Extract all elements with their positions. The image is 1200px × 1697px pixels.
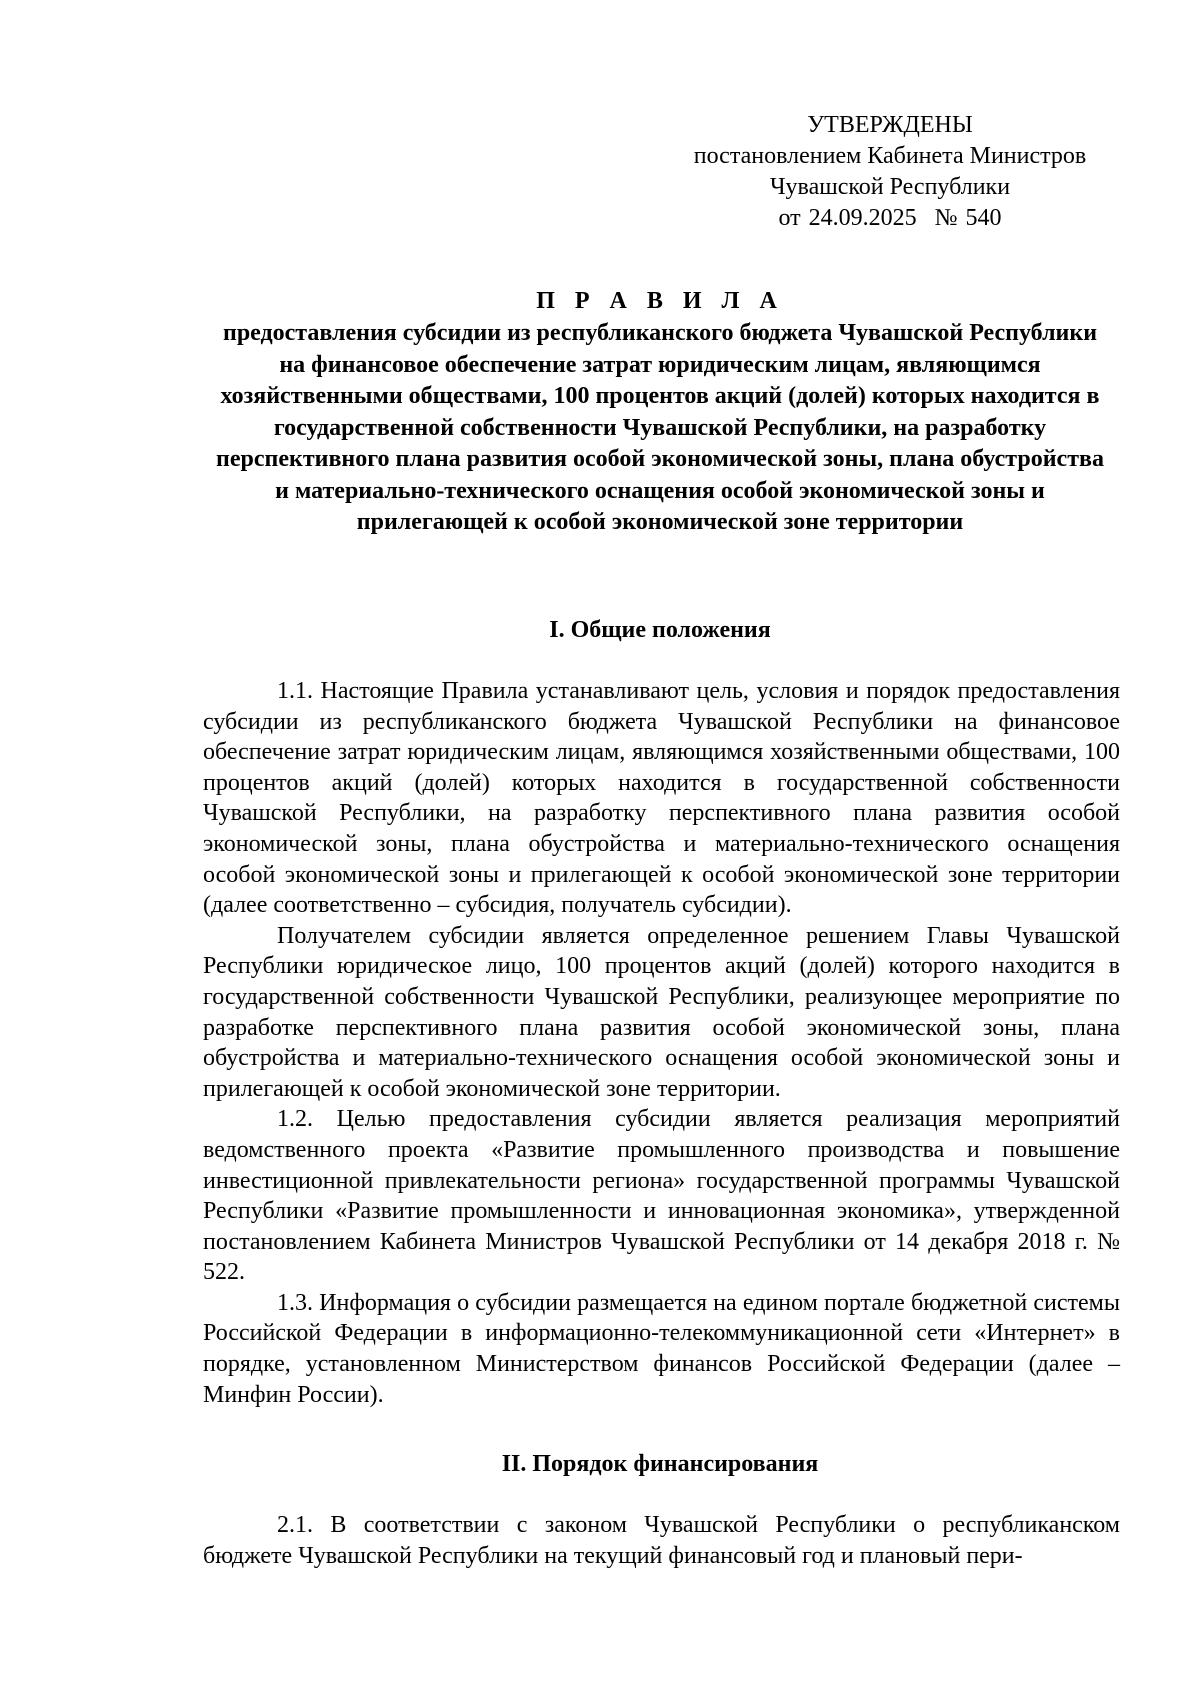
paragraph-2-1: 2.1. В соответствии с законом Чувашской Республики о республиканском бюджете Чувашской Республики на текущий финансовый год и плановый пери- [203,1512,1120,1569]
approval-number: № 540 [934,205,1002,231]
approval-date-line [660,203,1120,234]
paragraph-1-2: 1.2. Целью предоставления субсидии является реализация мероприятий ведомственного проекта «Развитие промышленного производства и повышение инвестиционной привлекательности региона» государственной программы Чувашской Республики «Развитие промышленности и инновационная экономика», утвержденной постановлением Кабинета Министров Чувашской Республики от 14 декабря 2018 г. № 522. [203,1106,1120,1286]
section-heading-general: I. Общие положения [549,617,771,643]
paragraph-recipient: Получателем субсидии является определенное решением Главы Чувашской Республики юридическое лицо, 100 процентов акций (долей) которого находится в государственной собственности Чувашской Республики, реализующее мероприятие по разработке перспективного плана развития особой экономической зоны, плана обустройства и материально-технического оснащения особой экономической зоны и прилегающей к особой экономической зоне территории. [203,922,1120,1102]
document-title-block [200,286,1120,539]
paragraph-1-3: 1.3. Информация о субсидии размещается на едином портале бюджетной системы Российской Федерации в информационно-телекоммуникационной сети «Интернет» в порядке, установленном Министерством финансов Российской Федерации (далее – Минфин России). [203,1289,1120,1408]
approval-line-approved: УТВЕРЖДЕНЫ [807,112,973,138]
paragraph-1-1: 1.1. Настоящие Правила устанавливают цель, условия и порядок предоставления субсидии из республиканского бюджета Чувашской Республики на финансовое обеспечение затрат юридическим лицам, являющимся хозяйственными обществами, 100 процентов акций (долей) которых находится в государственной собственности Чувашской Республики, на разработку перспективного плана развития особой экономической зоны, плана обустройства и материально-технического оснащения особой экономической зоны и прилегающей к особой экономической зоне территории (далее соответственно – субсидия, получатель субсидии). [203,678,1120,919]
section-financing-body [203,1510,1120,1571]
approval-line-resolution: постановлением Кабинета Министров [693,143,1087,169]
approval-line-republic: Чувашской Республики [769,174,1011,200]
section-general-body [203,676,1120,1410]
approval-stamp [660,110,1120,234]
approval-date: от 24.09.2025 [778,205,917,231]
document-subtitle: предоставления субсидии из республиканского бюджета Чувашской Республики на финансовое обеспечение затрат юридическим лицам, являющимся хозяйственными обществами, 100 процентов акций (долей) которых находится в государственной собственности Чувашской Республики, на разработку перспективного плана развития особой экономической зоны, плана обустройства и материально-технического оснащения особой экономической зоны и прилегающей к особой экономической зоне территории [216,320,1104,535]
document-title: П Р А В И Л А [536,288,784,314]
section-heading-financing: II. Порядок финансирования [501,1451,819,1477]
